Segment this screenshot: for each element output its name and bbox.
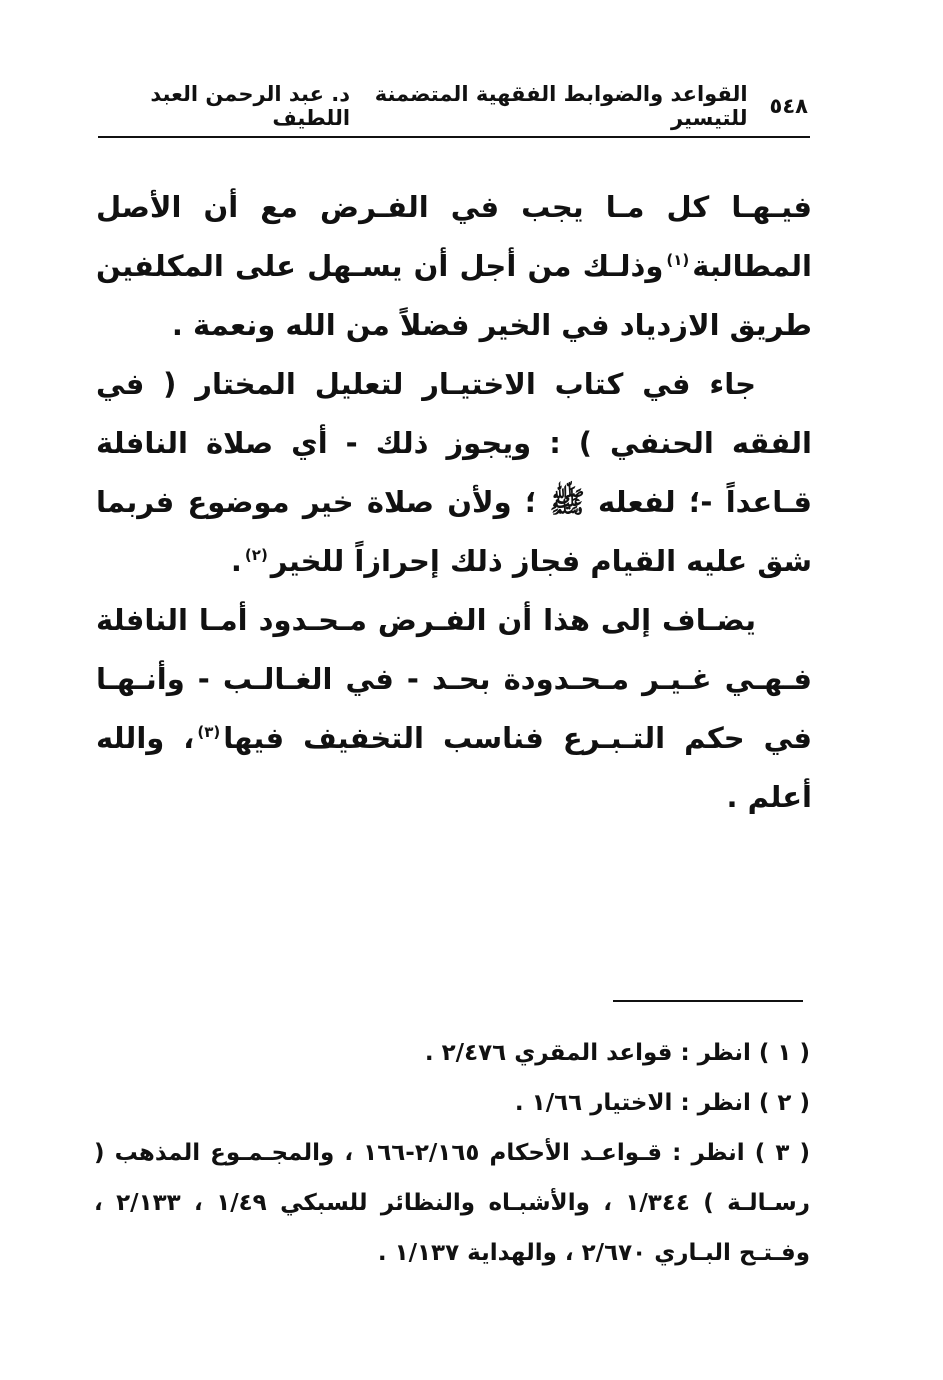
paragraph-2 bbox=[96, 355, 812, 591]
footnote-1: ( ١ ) انظر : قواعد المقري ٢/٤٧٦ . bbox=[424, 1040, 810, 1066]
paragraph-2-text-b: . bbox=[230, 544, 242, 578]
footnote-2: ( ٢ ) انظر : الاختيار ١/٦٦ . bbox=[514, 1090, 810, 1116]
paragraph-3 bbox=[96, 591, 812, 827]
footnote-divider bbox=[613, 1000, 803, 1002]
main-text bbox=[96, 178, 812, 827]
page-number: ٥٤٨ bbox=[769, 94, 808, 118]
paragraph-2-text-a: جاء في كتاب الاختيـار لتعليل المختار ( في الفقه الحنفي ) : ويجوز ذلك - أي صلاة النافلة قـاعداً -؛ لفعله ﷺ ؛ ولأن صلاة خير موضوع فربما شق عليه القيام فجاز ذلك إحرازاً للخير bbox=[96, 367, 812, 578]
footnote-ref-2: (٢) bbox=[244, 546, 268, 565]
header-divider bbox=[98, 136, 810, 138]
running-header bbox=[98, 84, 808, 128]
footnote-ref-3: (٣) bbox=[197, 723, 221, 742]
paragraph-1-text-a: فيـهـا كل مـا يجب في الفـرض مع أن الأصل المطالبة bbox=[96, 190, 812, 283]
footnote-ref-1: (١) bbox=[666, 251, 690, 270]
footnote-3: ( ٣ ) انظر : قـواعـد الأحكام ٢/١٦٥-١٦٦ ، والمجـمـوع المذهب ( رسـالـة ) ١/٣٤٤ ، والأشبـاه والنظائر للسبكي ١/٤٩ ، ٢/١٣٣ ، وفـتـح البـاري ٢/٦٧٠ ، والهداية ١/١٣٧ . bbox=[94, 1140, 810, 1266]
book-title: القواعد والضوابط الفقهية المتضمنة للتيسير bbox=[374, 82, 748, 130]
paragraph-1 bbox=[96, 178, 812, 355]
paragraph-3-text-b: ، والله أعلم . bbox=[96, 721, 812, 814]
footnotes bbox=[94, 1028, 810, 1278]
header-right bbox=[350, 82, 808, 130]
paragraph-3-text-a: يضـاف إلى هذا أن الفـرض مـحـدود أمـا النافلة فـهـي غـيـر مـحـدودة بحـد - في الغـالـب - وأنـهـا في حكم التـبـرع فناسب التخفيف فيها bbox=[96, 603, 812, 755]
paragraph-1-text-b: وذلـك من أجل أن يسـهل على المكلفين طريق الازدياد في الخير فضلاً من الله ونعمة . bbox=[96, 249, 812, 342]
author-name: د. عبد الرحمن العبد اللطيف bbox=[150, 82, 351, 130]
